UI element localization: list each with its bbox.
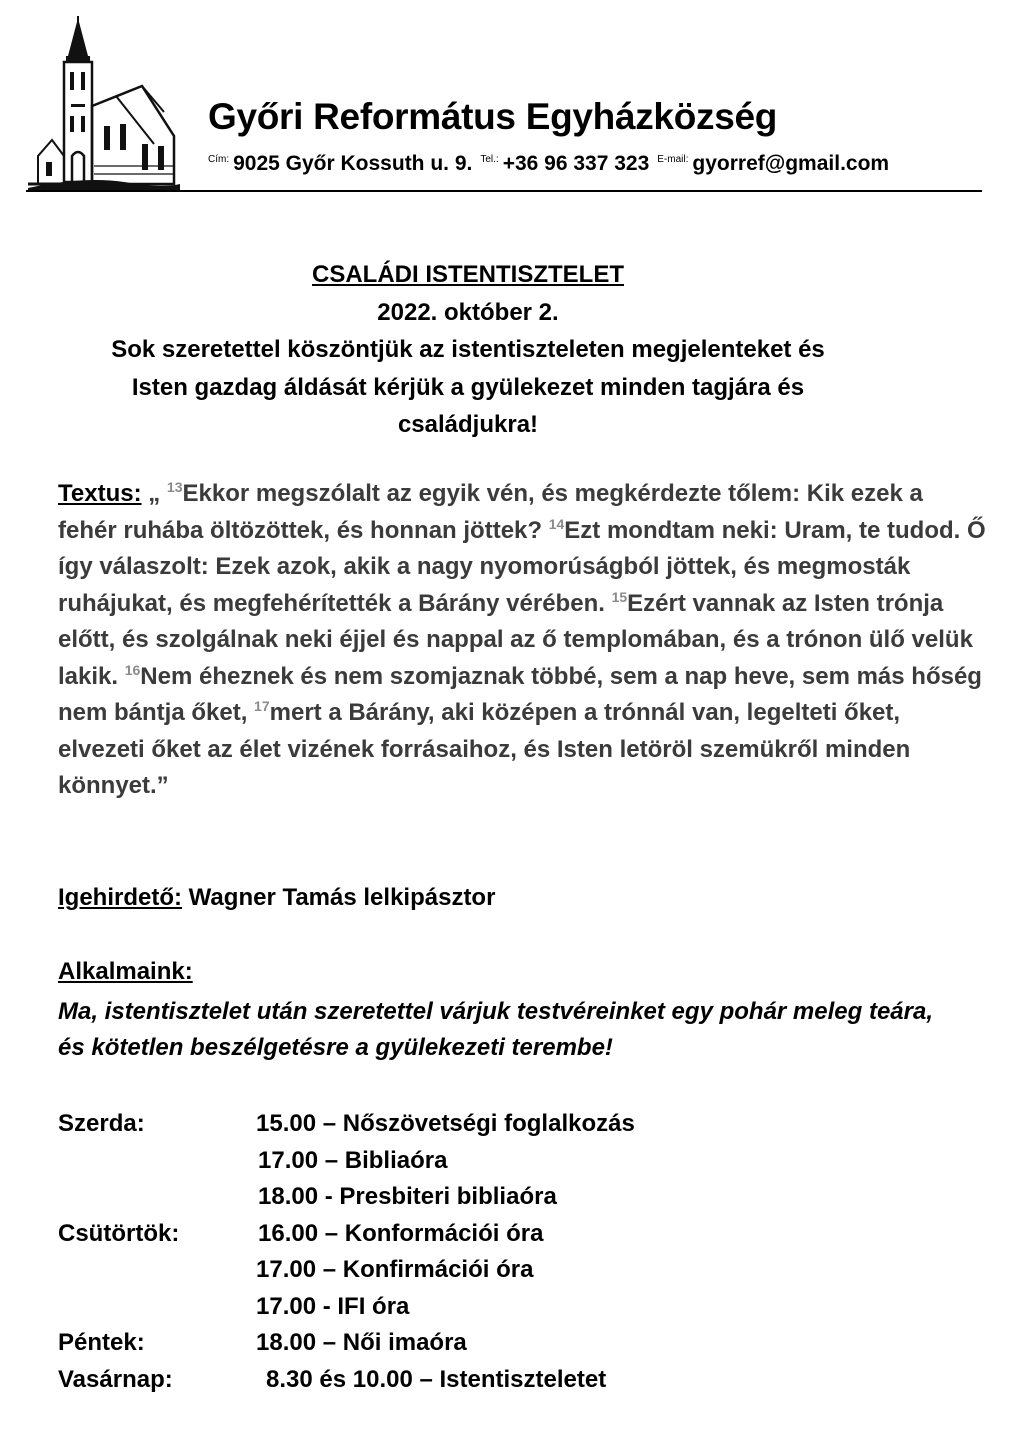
- verse-ref: 14: [548, 515, 565, 532]
- schedule-row: [58, 1179, 998, 1216]
- organization-name: Győri Református Egyházközség: [208, 96, 778, 137]
- greeting-line-1: Sok szeretettel köszöntjük az istentiszteleten megjelenteket és: [111, 336, 825, 363]
- schedule-item: 16.00 – Konformációi óra: [258, 1219, 544, 1247]
- schedule-day: Szerda:: [58, 1110, 145, 1137]
- greeting-line-2: Isten gazdag áldását kérjük a gyülekezet minden tagjára és: [131, 373, 805, 401]
- verse-text: Ekkor megszólalt az egyik vén, és megkérdezte tőlem: Kik ezek a fehér ruhába öltözöttek, és honnan jöttek?: [58, 480, 923, 544]
- schedule-item: 18.00 - Presbiteri bibliaóra: [258, 1183, 557, 1210]
- events-note: Ma, istentisztelet után szeretettel várjuk testvéreinket egy pohár meleg teára, és kötetlen beszélgetésre a gyülekezeti terembe!: [58, 998, 933, 1061]
- schedule-row: [58, 1216, 998, 1253]
- header-divider: [26, 190, 982, 192]
- schedule-item: 8.30 és 10.00 – Istentiszteletet: [266, 1365, 607, 1393]
- schedule-day: Vasárnap:: [58, 1365, 173, 1393]
- preacher-name: Wagner Tamás lelkipásztor: [182, 884, 496, 911]
- verse-text: Nem éheznek és nem szomjaznak többé, sem a nap heve, sem más hőség nem bántja őket,: [58, 662, 982, 726]
- title-block: [60, 256, 876, 444]
- address-label: Cím:: [208, 154, 230, 165]
- schedule-row: [58, 1362, 998, 1399]
- verse-text: Ezt mondtam neki: Uram, te tudod. Ő így válaszolt: Ezek azok, akik a nagy nyomorúságból jöttek, és megmosták ruhájukat, és megfehérítették a Bárány vérében.: [58, 516, 986, 617]
- address: 9025 Győr Kossuth u. 9.: [233, 152, 473, 175]
- schedule-day: Péntek:: [58, 1329, 145, 1356]
- preacher-label: Igehirdető:: [58, 884, 182, 911]
- schedule-item: 15.00 – Nőszövetségi foglalkozás: [256, 1110, 635, 1137]
- scripture-passage: [58, 476, 988, 805]
- verse-ref: 16: [124, 661, 141, 678]
- textus-label: Textus:: [58, 480, 142, 507]
- greeting-line-3: családjukra!: [397, 411, 539, 438]
- church-logo-icon: [24, 16, 184, 194]
- verse-text: Ezért vannak az Isten trónja előtt, és szolgálnak neki éjjel és nappal az ő templomában, és a trónon ülő velük lakik.: [58, 589, 973, 690]
- verse-text: mert a Bárány, aki középen a trónnál van, legelteti őket, elvezeti őket az élet vizének forrásaihoz, és Isten letöröl szemükről minden könnyet.”: [58, 699, 911, 799]
- schedule-row: [58, 1252, 998, 1289]
- open-quote: „: [141, 480, 167, 507]
- schedule-item: 18.00 – Női imaóra: [256, 1329, 467, 1356]
- verse-ref: 17: [254, 698, 270, 714]
- events-heading: Alkalmaink:: [58, 958, 193, 985]
- phone-label: Tel.:: [480, 154, 499, 165]
- schedule-item: 17.00 - IFI óra: [256, 1292, 410, 1320]
- preacher-line: [58, 884, 495, 912]
- schedule-row: [58, 1289, 998, 1326]
- verse-ref: 15: [611, 588, 628, 605]
- schedule-row: [58, 1106, 998, 1143]
- email-label: E-mail:: [657, 154, 689, 165]
- email-address[interactable]: gyorref@gmail.com: [692, 152, 890, 175]
- schedule-item: 17.00 – Konfirmációi óra: [256, 1256, 534, 1283]
- schedule-row: [58, 1325, 998, 1362]
- schedule-item: 17.00 – Bibliaóra: [258, 1146, 448, 1174]
- schedule-day: Csütörtök:: [58, 1219, 180, 1247]
- phone-number: +36 96 337 323: [502, 152, 650, 175]
- contact-line: [208, 152, 889, 176]
- verse-ref: 13: [166, 479, 183, 495]
- weekly-schedule: [58, 1106, 998, 1398]
- schedule-row: [58, 1143, 998, 1180]
- service-date: 2022. október 2.: [377, 298, 559, 326]
- service-title: CSALÁDI ISTENTISZTELET: [312, 261, 624, 288]
